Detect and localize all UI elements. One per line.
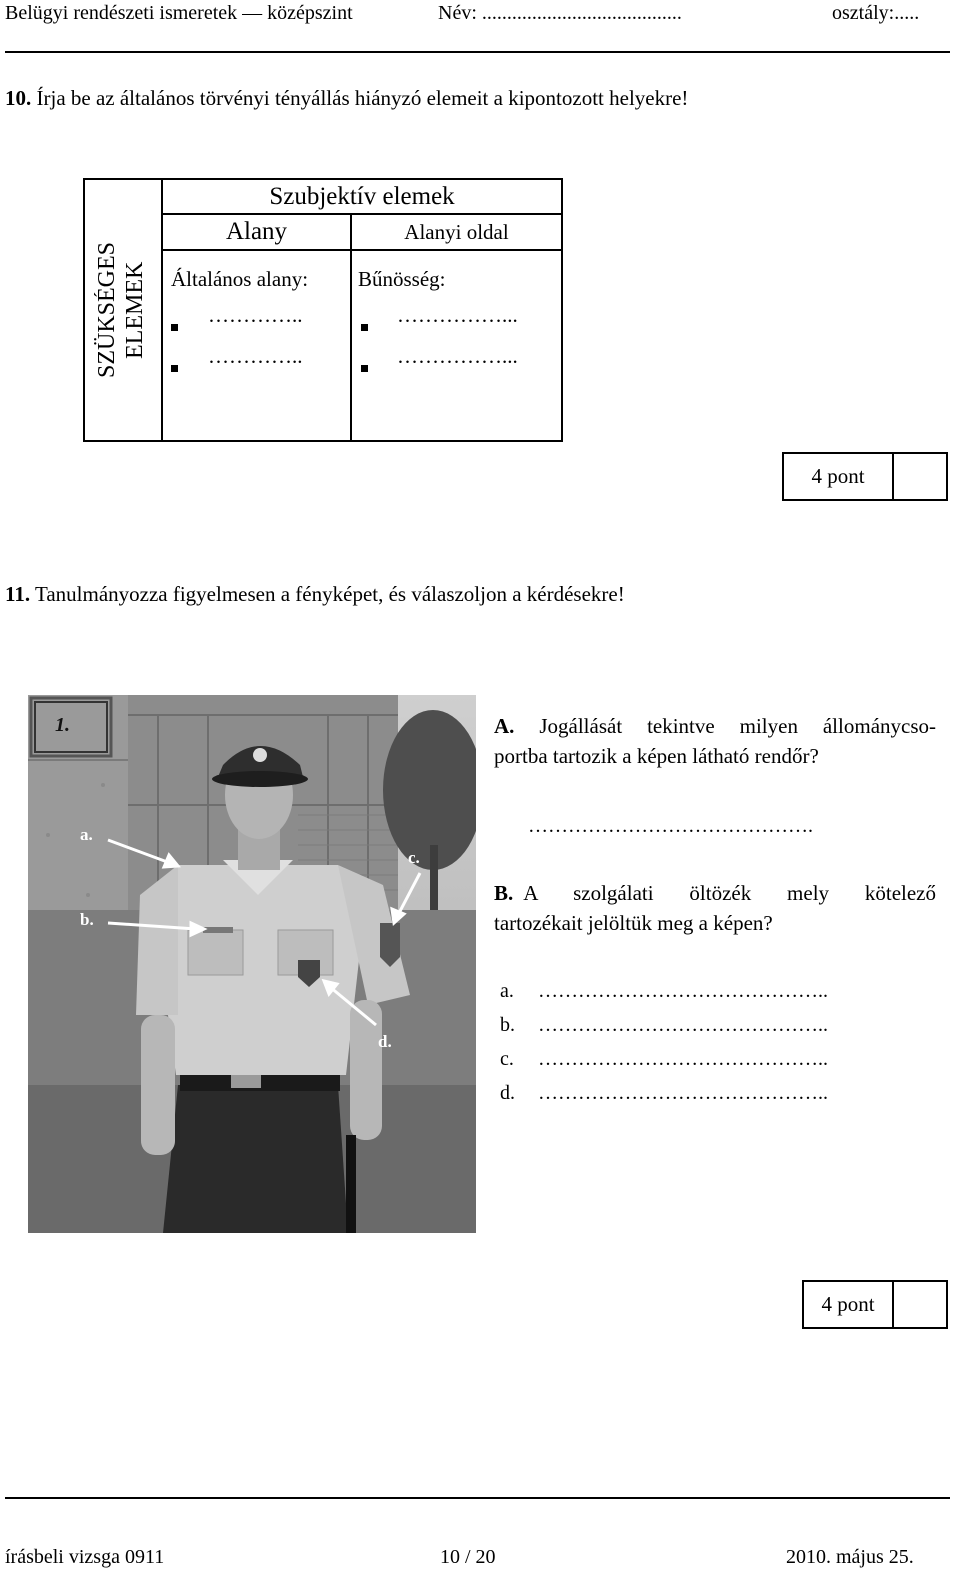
score-entry-cell[interactable] [894, 454, 946, 499]
task-10-prompt [5, 86, 688, 111]
photo-label-d: d. [378, 1032, 392, 1051]
col2-blank-2: ……………... [397, 344, 518, 368]
group-header: Szubjektív elemek [162, 179, 562, 214]
answer-blank[interactable]: …………………………………….. [538, 980, 828, 1002]
bullet-icon [171, 365, 178, 372]
header-name-field: Név: ........................................ [438, 2, 682, 24]
bullet-icon [361, 365, 368, 372]
col1-label: Általános alany: [171, 267, 309, 291]
answer-label: b. [500, 1014, 515, 1036]
header-class-field: osztály:..... [832, 2, 920, 24]
photo-tag: 1. [55, 714, 70, 736]
question-b [494, 878, 936, 938]
question-b-line1: A szolgálati öltözék mely kötelező [523, 881, 936, 905]
header-rule [5, 51, 950, 53]
score-label: 4 pont [804, 1282, 894, 1327]
task-11-text: Tanulmányozza figyelmesen a fényképet, és válaszoljon a kérdésekre! [34, 582, 625, 606]
task-10-text: Írja be az általános törvényi tényállás hiányzó elemeit a kipontozott helyekre! [36, 86, 689, 110]
photo-label-c: c. [408, 848, 420, 867]
answer-blank[interactable]: …………………………………….. [538, 1048, 828, 1070]
col2-body [351, 250, 562, 441]
col1-blank-1: ………….. [208, 303, 303, 327]
footer-rule [5, 1497, 950, 1499]
question-b-letter: B. [494, 881, 514, 905]
score-entry-cell[interactable] [894, 1282, 946, 1327]
question-a [494, 711, 936, 771]
answer-blank[interactable]: …………………………………….. [538, 1082, 828, 1104]
task-11-prompt [5, 582, 625, 607]
question-a-line2: portba tartozik a képen látható rendőr? [494, 744, 819, 768]
task-11-number: 11. [5, 582, 31, 606]
answer-row-a [500, 980, 828, 1003]
footer-date: 2010. május 25. [786, 1546, 914, 1568]
photo-label-a: a. [80, 825, 93, 844]
col2-blank-1: ……………... [397, 303, 518, 327]
answer-label: d. [500, 1082, 515, 1104]
task-10-score-box [782, 452, 948, 501]
header-subject: Belügyi rendészeti ismeretek — középszint [5, 2, 353, 24]
bullet-icon [171, 324, 178, 331]
question-a-line1: Jogállását tekintve milyen állománycso- [539, 714, 936, 738]
answer-row-d [500, 1082, 828, 1105]
answer-label: a. [500, 980, 514, 1002]
row-label-cell [84, 179, 162, 441]
footer-exam-code: írásbeli vizsga 0911 [5, 1546, 165, 1568]
col1-blank-2: ………….. [208, 344, 303, 368]
task-10-number: 10. [5, 86, 32, 110]
bullet-icon [361, 324, 368, 331]
col2-header: Alanyi oldal [351, 214, 562, 250]
photo-label-b: b. [80, 910, 94, 929]
col1-body [162, 250, 351, 441]
police-officer-photo [28, 695, 476, 1233]
answer-label: c. [500, 1048, 514, 1070]
elements-table [83, 178, 563, 442]
task-11-score-box [802, 1280, 948, 1329]
footer-page-number: 10 / 20 [440, 1546, 496, 1568]
answer-row-c [500, 1048, 828, 1071]
row-label: SZÜKSÉGES ELEMEK [94, 241, 148, 379]
score-label: 4 pont [784, 454, 894, 499]
answer-blank[interactable]: …………………………………….. [538, 1014, 828, 1036]
col2-label: Bűnösség: [358, 267, 446, 291]
col1-header: Alany [162, 214, 351, 250]
question-a-answer-blank[interactable]: ……………………………………. [528, 815, 813, 837]
answer-row-b [500, 1014, 828, 1037]
question-b-line2: tartozékait jelöltük meg a képen? [494, 911, 773, 935]
question-a-letter: A. [494, 714, 515, 738]
